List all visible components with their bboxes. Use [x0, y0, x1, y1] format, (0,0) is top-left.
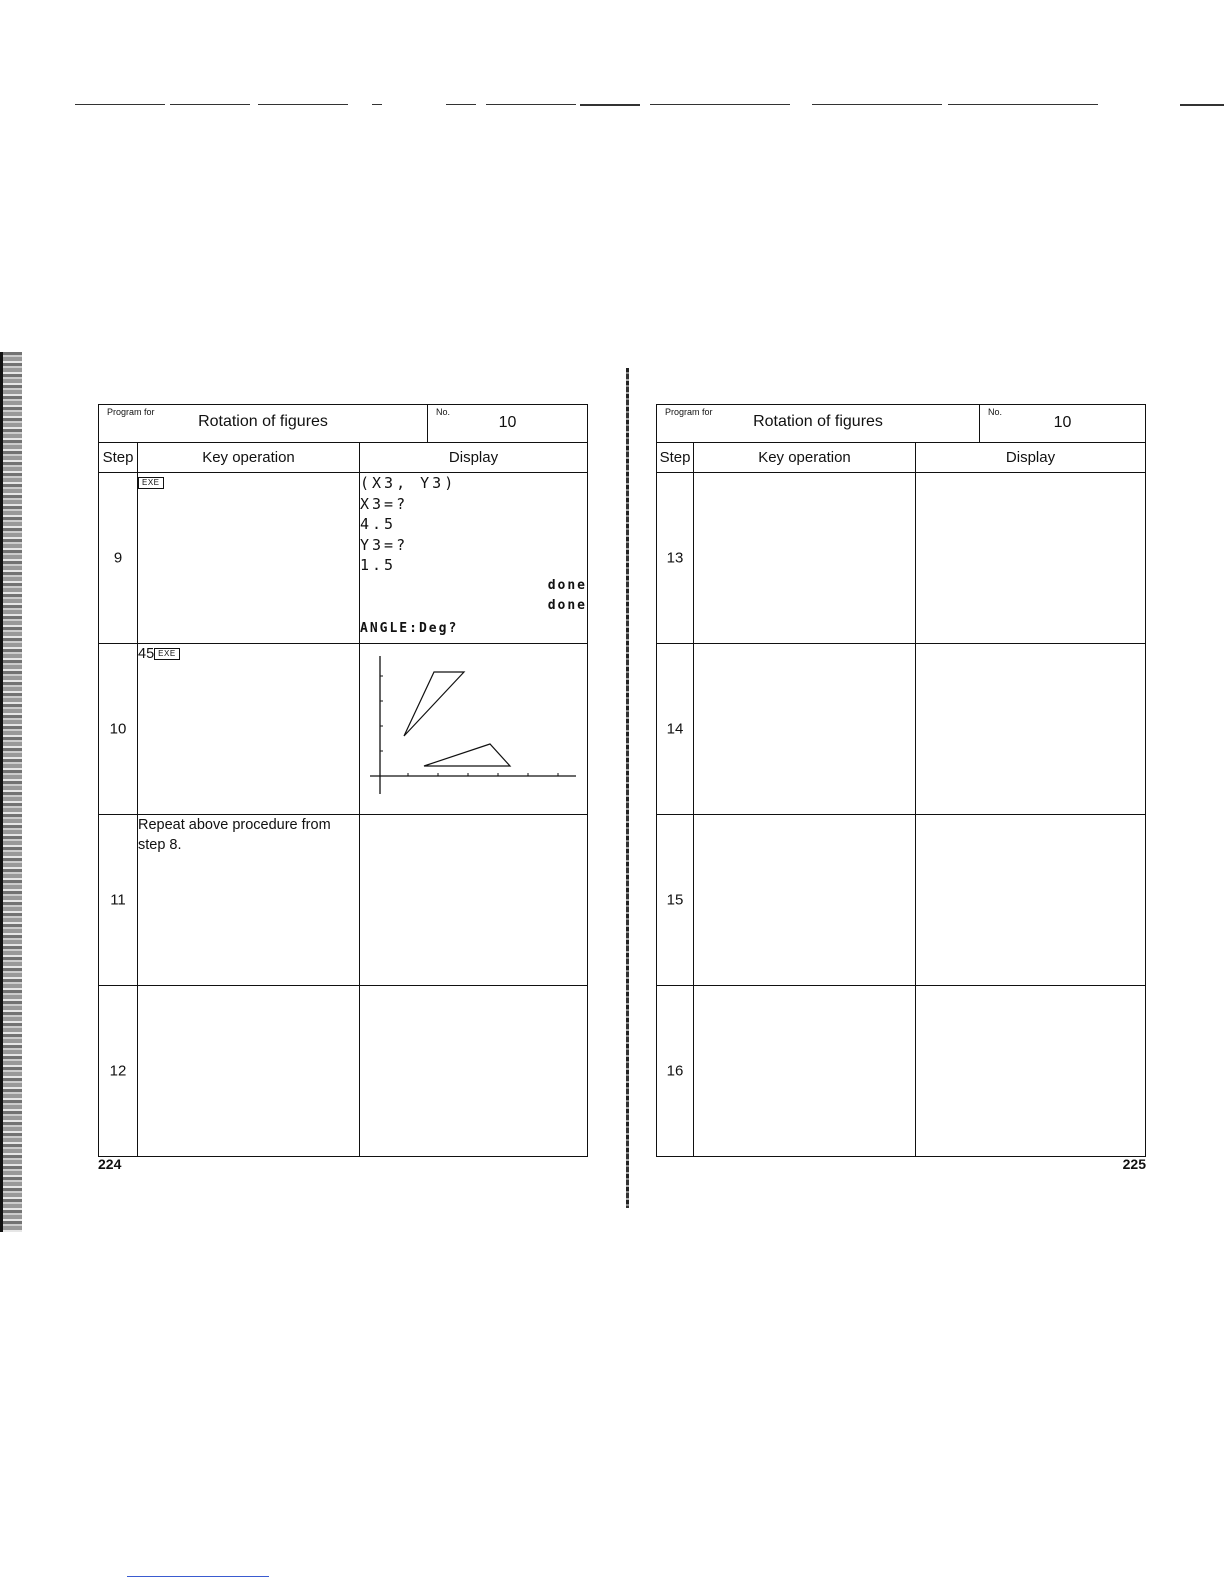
display-cell: [360, 644, 588, 815]
program-number-box: [428, 405, 587, 442]
table-row: [657, 473, 1146, 644]
exe-key-icon: EXE: [154, 648, 180, 660]
rotated-triangle: [404, 672, 464, 736]
display-cell: [916, 986, 1146, 1157]
left-page: [98, 404, 588, 1172]
scan-edge-line: [0, 352, 3, 1232]
step-number: 13: [666, 549, 684, 567]
display-angle-prompt: ANGLE:Deg?: [360, 620, 459, 636]
display-line: 4.5: [360, 515, 397, 533]
display-line: Y3=?: [360, 535, 409, 554]
step-number: 9: [113, 549, 123, 567]
program-number: 10: [1053, 414, 1072, 431]
step-number: 11: [110, 891, 126, 909]
display-done: done: [547, 598, 587, 613]
key-operation-cell: [138, 986, 360, 1157]
key-operation-cell: [694, 644, 916, 815]
step-number: 16: [666, 1062, 684, 1080]
rotation-graph: [368, 656, 578, 796]
step-number: 10: [109, 720, 127, 738]
table-header-row: [657, 443, 1146, 473]
key-operation-cell: Repeat above procedure from step 8.: [138, 815, 360, 986]
display-cell: [916, 815, 1146, 986]
table-row: [99, 815, 588, 986]
key-operation-cell: [138, 644, 360, 815]
display-cell: [360, 815, 588, 986]
top-rule: [948, 104, 1098, 105]
steps-table: [656, 442, 1146, 1157]
right-page: [656, 404, 1146, 1172]
key-operation-cell: [694, 815, 916, 986]
top-rule: [75, 104, 165, 105]
exe-key-icon: EXE: [138, 477, 164, 489]
table-row: [99, 473, 588, 644]
display-done: done: [547, 577, 587, 593]
display-line: X3=?: [360, 494, 409, 513]
step-number: 12: [109, 1062, 127, 1080]
table-row: [657, 644, 1146, 815]
program-for-box: [99, 405, 428, 442]
top-rule: [446, 104, 476, 105]
table-row: [99, 986, 588, 1157]
bottom-link-underline: [127, 1576, 269, 1577]
key-operation-cell: [138, 473, 360, 644]
top-rule: [486, 104, 576, 105]
key-operation-column-header: Key operation: [694, 443, 916, 473]
graph-ticks: [380, 676, 558, 776]
top-rule: [812, 104, 942, 105]
top-rule: [650, 104, 790, 105]
display-cell: [360, 473, 588, 644]
book-spine: [626, 368, 629, 1208]
original-triangle: [424, 744, 510, 766]
table-header-row: [99, 443, 588, 473]
program-for-label: Program for: [665, 407, 713, 417]
program-number-box: [980, 405, 1145, 442]
no-label: No.: [988, 407, 1003, 417]
no-label: No.: [436, 407, 451, 417]
program-header: [98, 404, 588, 442]
display-column-header: Display: [360, 443, 588, 473]
key-operation-column-header: Key operation: [138, 443, 360, 473]
top-rule: [372, 104, 382, 105]
display-column-header: Display: [916, 443, 1146, 473]
scan-edge-shadow: [0, 352, 22, 1232]
step-column-header: Step: [99, 443, 138, 473]
step-number: 15: [666, 891, 684, 909]
program-number: 10: [498, 414, 517, 431]
key-operation-cell: [694, 986, 916, 1157]
step-number: 14: [666, 720, 684, 738]
program-for-box: [657, 405, 980, 442]
page-number: 224: [98, 1156, 122, 1172]
program-for-label: Program for: [107, 407, 155, 417]
table-row: [99, 644, 588, 815]
top-rule: [580, 104, 640, 106]
table-row: [657, 815, 1146, 986]
key-operation-cell: [694, 473, 916, 644]
top-rule: [258, 104, 348, 105]
program-title: Rotation of figures: [753, 413, 883, 430]
page-number: 225: [1122, 1156, 1146, 1172]
display-cell: [360, 986, 588, 1157]
display-cell: [916, 473, 1146, 644]
program-title: Rotation of figures: [198, 413, 328, 430]
display-line: 1.5: [360, 556, 397, 574]
top-rule: [1180, 104, 1224, 106]
table-row: [657, 986, 1146, 1157]
program-header: [656, 404, 1146, 442]
top-rule: [170, 104, 250, 105]
key-value: 45: [138, 646, 155, 662]
display-cell: [916, 644, 1146, 815]
display-line: (X3, Y3): [360, 474, 457, 492]
steps-table: [98, 442, 588, 1157]
step-column-header: Step: [657, 443, 694, 473]
